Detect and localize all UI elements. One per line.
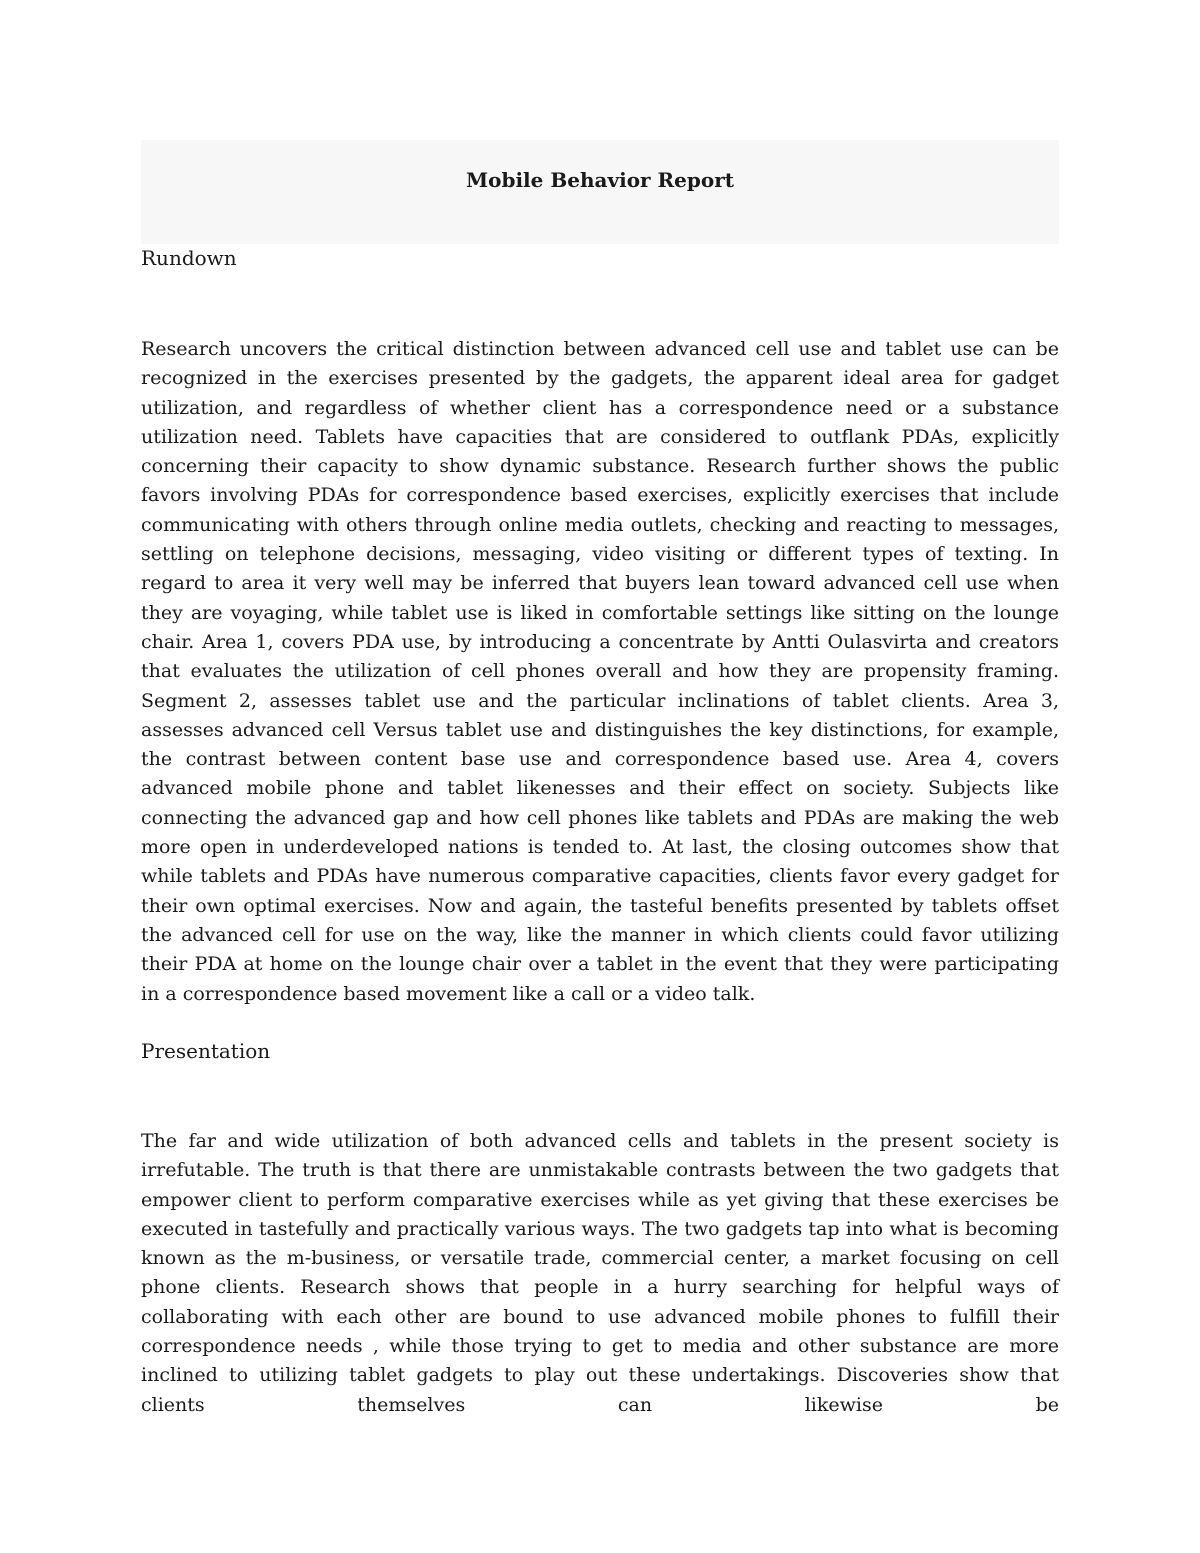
- rundown-paragraph: Research uncovers the critical distinction between advanced cell use and tablet use can be recognized in the exercises presented by the gadgets, the apparent ideal area for gadget utilization, and regardless of whether client has a correspondence need or a substance utilization need. Tablets have capacities that are considered to outflank PDAs, explicitly concerning their capacity to show dynamic substance. Research further shows the public favors involving PDAs for correspondence based exercises, explicitly exercises that include communicating with others through online media outlets, checking and reacting to messages, settling on telephone decisions, messaging, video visiting or different types of texting. In regard to area it very well may be inferred that buyers lean toward advanced cell use when they are voyaging, while tablet use is liked in comfortable settings like sitting on the lounge chair. Area 1, covers PDA use, by introducing a concentrate by Antti Oulasvirta and creators that evaluates the utilization of cell phones overall and how they are propensity framing. Segment 2, assesses tablet use and the particular inclinations of tablet clients. Area 3, assesses advanced cell Versus tablet use and distinguishes the key distinctions, for example, the contrast between content base use and correspondence based use. Area 4, covers advanced mobile phone and tablet likenesses and their effect on society. Subjects like connecting the advanced gap and how cell phones like tablets and PDAs are making the web more open in underdeveloped nations is tended to. At last, the closing outcomes show that while tablets and PDAs have numerous comparative capacities, clients favor every gadget for their own optimal exercises. Now and again, the tasteful benefits presented by tablets offset the advanced cell for use on the way, like the manner in which clients could favor utilizing their PDA at home on the lounge chair over a tablet in the event that they were participating in a correspondence based movement like a call or a video talk.: [141, 338, 1059, 1005]
- section-heading-presentation: Presentation: [141, 1039, 271, 1063]
- presentation-paragraph: The far and wide utilization of both advanced cells and tablets in the present society is irrefutable. The truth is that there are unmistakable contrasts between the two gadgets that empower client to perform comparative exercises while as yet giving that these exercises be executed in tastefully and practically various ways. The two gadgets tap into what is becoming known as the m-business, or versatile trade, commercial center, a market focusing on cell phone clients. Research shows that people in a hurry searching for helpful ways of collaborating with each other are bound to use advanced mobile phones to fulfill their correspondence needs , while those trying to get to media and other substance are more inclined to utilizing tablet gadgets to play out these undertakings. Discoveries show that clients themselves can likewise be: [141, 1130, 1059, 1416]
- document-title: Mobile Behavior Report: [466, 168, 734, 192]
- section-heading-rundown: Rundown: [141, 246, 237, 270]
